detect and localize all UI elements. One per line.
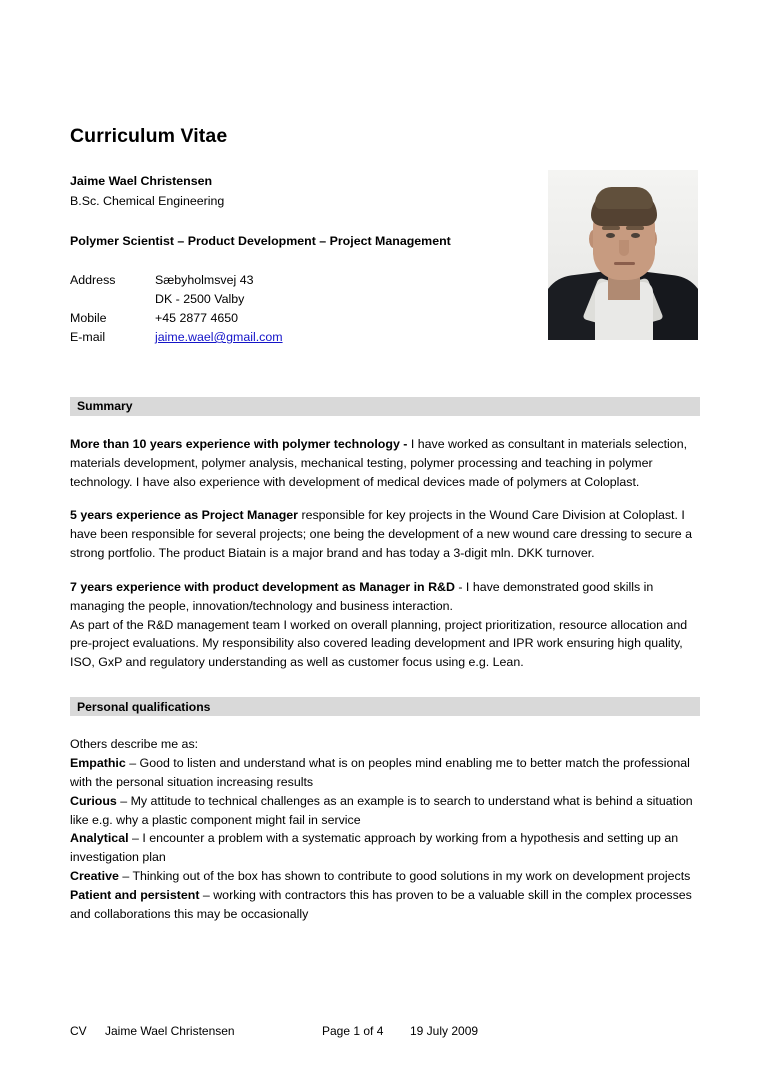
qualification-term: Creative: [70, 869, 119, 884]
footer-doc-type: CV: [70, 1024, 87, 1038]
qualification-description: – My attitude to technical challenges as an example is to search to understand what is behind a situation like e.g. why a plastic component might fail in service: [70, 793, 693, 827]
address-line-1: Sæbyholmsvej 43: [155, 273, 254, 288]
qualification-item: [70, 754, 700, 792]
qualification-item: [70, 867, 700, 886]
summary-paragraph-3-lead: 7 years experience with product development as Manager in R&D: [70, 579, 459, 594]
email-link[interactable]: jaime.wael@gmail.com: [155, 330, 283, 345]
summary-paragraph-1-rest: I have worked as consultant in materials selection, materials development, polymer analysis, mechanical testing, polymer processing and teaching in polymer technology. I have also experience with development of medical devices made of polymers at Coloplast.: [70, 436, 688, 489]
summary-paragraph-2: [70, 506, 700, 563]
qualification-term: Analytical: [70, 831, 129, 846]
footer-page-number: Page 1 of 4: [322, 1024, 384, 1038]
personal-qualifications-body: [70, 735, 700, 923]
summary-paragraph-3-rest: - I have demonstrated good skills in managing the people, innovation/technology and business interaction.: [70, 579, 654, 613]
qualification-term: Curious: [70, 793, 117, 808]
person-degree: B.Sc. Chemical Engineering: [70, 193, 225, 208]
contact-row-mobile: [70, 309, 700, 328]
section-header-summary: [70, 397, 700, 416]
summary-paragraph-3: [70, 578, 700, 672]
mobile-label: Mobile: [70, 311, 107, 326]
qualification-term: Empathic: [70, 755, 126, 770]
section-header-personal-qualifications-label: Personal qualifications: [77, 699, 211, 714]
document-content: [70, 0, 700, 924]
summary-closing-paragraph: As part of the R&D management team I worked on overall planning, project prioritization, resource allocation and pre-project evaluations. My responsibility also covered leading development and IPR work ensuring high quality, ISO, GxP and regulatory understanding as well as customer focus using e.g. Lean.: [70, 617, 688, 670]
address-line-2: DK - 2500 Valby: [155, 292, 245, 307]
section-header-summary-label: Summary: [77, 399, 133, 414]
summary-paragraph-1-lead: More than 10 years experience with polymer technology -: [70, 436, 411, 451]
contact-block: [70, 271, 700, 346]
section-header-personal-qualifications: [70, 697, 700, 716]
qualification-item: [70, 829, 700, 867]
address-label-empty: [70, 290, 155, 309]
footer-name: Jaime Wael Christensen: [105, 1024, 235, 1038]
address-label: Address: [70, 273, 116, 288]
qualifications-intro: Others describe me as:: [70, 737, 199, 752]
mobile-value: +45 2877 4650: [155, 311, 239, 326]
footer-date: 19 July 2009: [410, 1024, 479, 1038]
summary-body: [70, 435, 700, 672]
contact-row-email: [70, 328, 700, 347]
qualification-description: – Thinking out of the box has shown to contribute to good solutions in my work on development projects: [118, 869, 691, 884]
email-value-cell: [155, 328, 700, 347]
email-label: E-mail: [70, 330, 106, 345]
summary-paragraph-2-rest: responsible for key projects in the Wound Care Division at Coloplast. I have been responsible for several projects; one being the development of a new wound care dressing to secure a strong portfolio. The product Biatain is a major brand and has today a 3-digit mln. DKK turnover.: [70, 508, 692, 561]
summary-paragraph-2-lead: 5 years experience as Project Manager: [70, 508, 302, 523]
contact-row-address-2: [70, 290, 700, 309]
identity-block: [70, 172, 700, 250]
page-title: Curriculum Vitae: [70, 125, 228, 147]
qualification-term: Patient and persistent: [70, 887, 200, 902]
professional-headline: Polymer Scientist – Product Development – Project Management: [70, 233, 451, 248]
qualification-item: [70, 792, 700, 830]
qualification-description: – working with contractors this has proven to be a valuable skill in the complex processes and collaborations this may be occasionally: [70, 887, 692, 921]
qualification-description: – Good to listen and understand what is on peoples mind enabling me to better match the professional with the personal situation increasing results: [70, 755, 690, 789]
summary-paragraph-1: [70, 435, 700, 492]
qualification-item: [70, 886, 700, 924]
qualification-description: – I encounter a problem with a systematic approach by working from a hypothesis and setting up an investigation plan: [70, 831, 679, 865]
contact-row-address: [70, 271, 700, 290]
person-name: Jaime Wael Christensen: [70, 174, 213, 189]
